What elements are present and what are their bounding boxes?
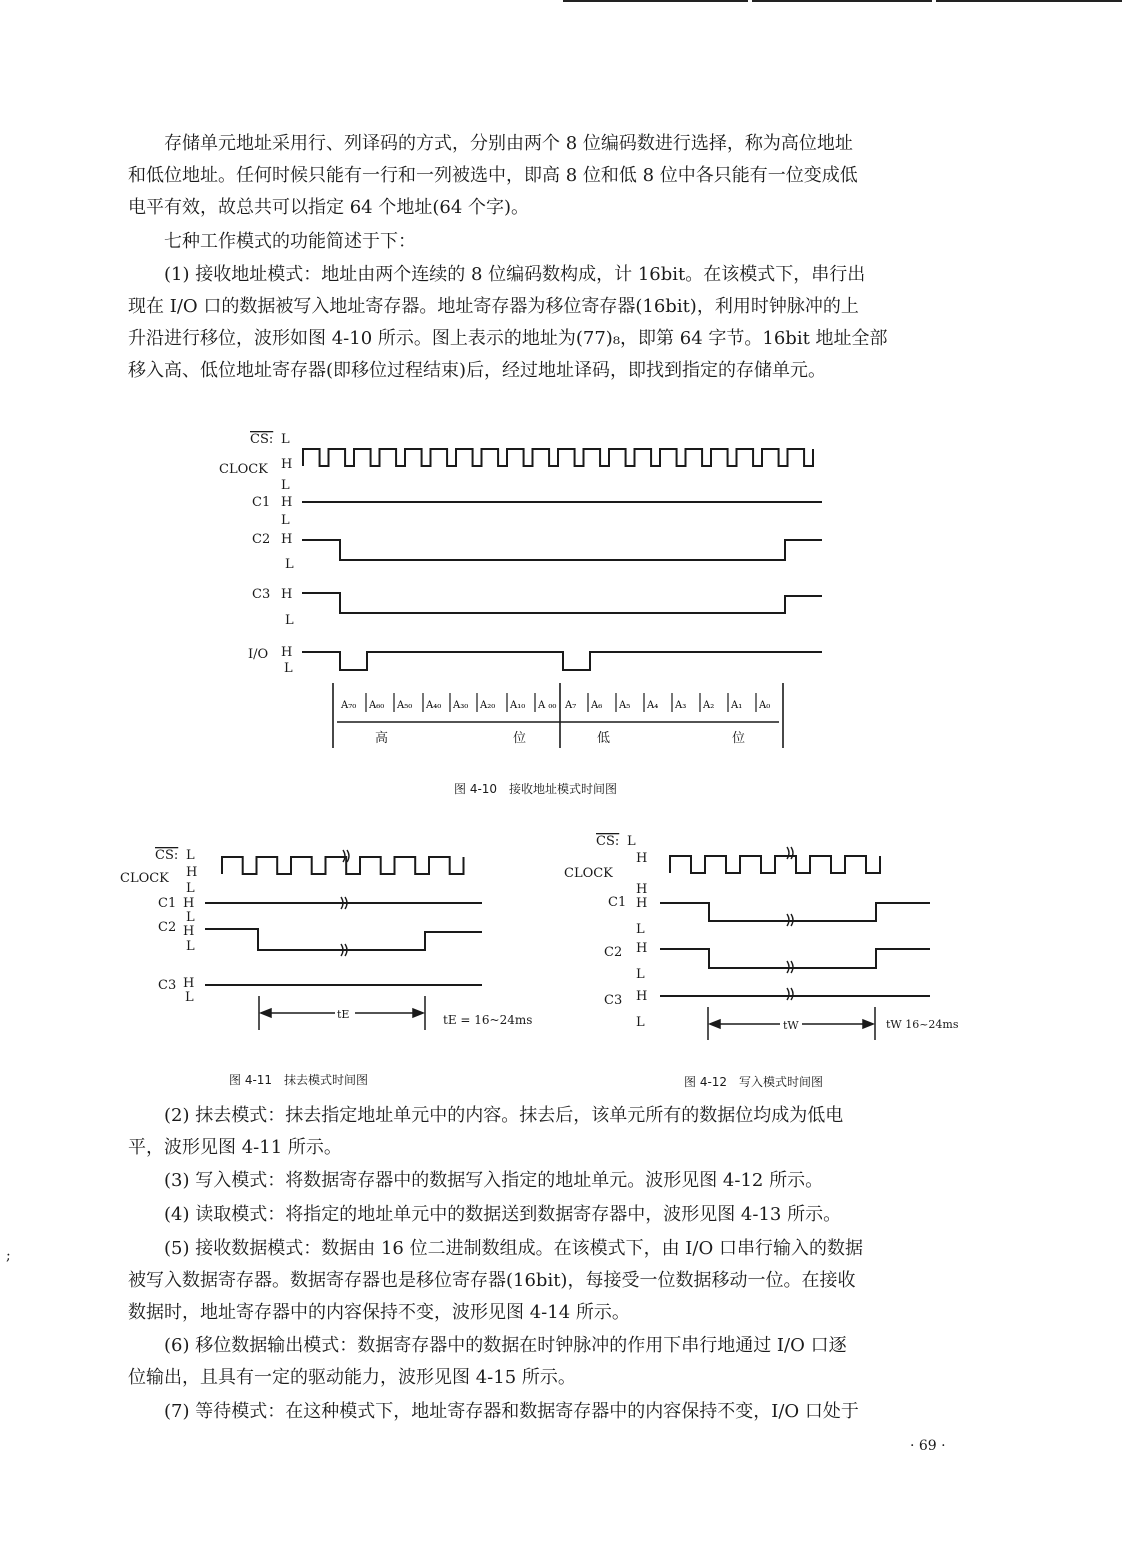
break-mark bbox=[787, 847, 793, 859]
level-label: L bbox=[186, 939, 195, 954]
text-line: 存储单元地址采用行、列译码的方式，分别由两个 8 位编码数进行选择，称为高位地址 bbox=[164, 133, 853, 154]
level-label: H bbox=[636, 896, 648, 911]
header-rule-right bbox=[936, 0, 1122, 2]
level-label: H bbox=[183, 976, 195, 991]
paragraph-mode5 bbox=[128, 1233, 990, 1329]
level-label: L bbox=[186, 910, 195, 925]
address-bit-label: A₆ bbox=[591, 700, 603, 711]
text-line: (6) 移位数据输出模式：数据寄存器中的数据在时钟脉冲的作用下串行地通过 I/O 口逐 bbox=[164, 1335, 847, 1356]
text-line: 和低位地址。任何时候只能有一行和一列被选中，即高 8 位和低 8 位中各只能有一位变成低 bbox=[128, 165, 858, 186]
address-bit-label: A₅ bbox=[619, 700, 631, 711]
c2-waveform bbox=[302, 540, 822, 560]
text-line: 现在 I/O 口的数据被写入地址寄存器。地址寄存器为移位寄存器(16bit)，利用时钟脉冲的上 bbox=[128, 296, 859, 317]
level-label: H bbox=[186, 865, 198, 880]
arrowhead bbox=[710, 1020, 720, 1028]
level-label: L bbox=[636, 1015, 645, 1030]
text-line: 位输出，且具有一定的驱动能力，波形见图 4-15 所示。 bbox=[128, 1367, 576, 1388]
text-line: (3) 写入模式：将数据寄存器中的数据写入指定的地址单元。波形见图 4-12 所示。 bbox=[164, 1170, 824, 1191]
level-label: H bbox=[636, 882, 648, 897]
c1-waveform bbox=[660, 903, 930, 921]
c2-label: C2 bbox=[604, 945, 623, 960]
address-bit-label: A₄₀ bbox=[426, 700, 442, 711]
header-rule-left bbox=[563, 0, 748, 2]
level-label: L bbox=[627, 834, 636, 849]
clock-label: CLOCK bbox=[564, 866, 613, 881]
cs-label: CS: bbox=[596, 834, 620, 849]
c3-label: C3 bbox=[158, 978, 177, 993]
address-bit-label: A₄ bbox=[647, 700, 659, 711]
level-label: L bbox=[285, 557, 294, 572]
text-line: 七种工作模式的功能简述于下： bbox=[164, 231, 416, 252]
level-label: H bbox=[281, 645, 293, 660]
level-label: H bbox=[183, 924, 195, 939]
address-bit-label: A₁ bbox=[731, 700, 743, 711]
io-waveform bbox=[302, 652, 822, 670]
paragraph-modes-intro bbox=[128, 226, 990, 258]
io-label: I/O bbox=[248, 647, 269, 662]
c1-label: C1 bbox=[608, 895, 627, 910]
level-label: H bbox=[636, 941, 648, 956]
address-bit-label: A₅₀ bbox=[397, 700, 413, 711]
cs-label: CS: bbox=[250, 432, 274, 447]
address-bit-label: A₃ bbox=[675, 700, 687, 711]
cs-label: CS: bbox=[155, 848, 179, 863]
arrowhead bbox=[863, 1020, 873, 1028]
level-label: L bbox=[284, 661, 293, 676]
text-line: 移入高、低位地址寄存器(即移位过程结束)后，经过地址译码，即找到指定的存储单元。 bbox=[128, 360, 827, 381]
text-line: (5) 接收数据模式：数据由 16 位二进制数组成。在该模式下，由 I/O 口串行输入的数据 bbox=[164, 1238, 863, 1259]
text-line: 升沿进行移位，波形如图 4-10 所示。图上表示的地址为(77)₈，即第 64 字节。16bit 地址全部 bbox=[128, 328, 888, 349]
c3-waveform bbox=[302, 593, 822, 613]
level-label: L bbox=[186, 881, 195, 896]
address-bit-label: A₇₀ bbox=[341, 700, 357, 711]
figure-4-10-timing-diagram bbox=[0, 420, 1122, 800]
c1-label: C1 bbox=[252, 495, 271, 510]
paragraph-mode4 bbox=[128, 1199, 990, 1231]
clock-label: CLOCK bbox=[219, 462, 268, 477]
c2-label: C2 bbox=[252, 532, 271, 547]
c3-label: C3 bbox=[604, 993, 623, 1008]
header-rule-mid bbox=[752, 0, 932, 2]
figure-4-11-caption: 图 4-11 抹去模式时间图 bbox=[229, 1073, 369, 1087]
address-bit-label: A₃₀ bbox=[453, 700, 469, 711]
interval-label: tE bbox=[337, 1008, 350, 1021]
text-line: (4) 读取模式：将指定的地址单元中的数据送到数据寄存器中，波形见图 4-13 所示。 bbox=[164, 1204, 842, 1225]
level-label: L bbox=[636, 967, 645, 982]
c1-label: C1 bbox=[158, 896, 177, 911]
page-number: · 69 · bbox=[910, 1438, 946, 1454]
text-line: (7) 等待模式：在这种模式下，地址寄存器和数据寄存器中的内容保持不变，I/O 口处于 bbox=[164, 1401, 859, 1422]
paragraph-mode7 bbox=[128, 1396, 990, 1428]
figure-4-12-timing-diagram bbox=[0, 825, 1122, 1040]
paragraph-mode1 bbox=[128, 259, 990, 387]
clock-label: CLOCK bbox=[120, 871, 169, 886]
level-label: H bbox=[281, 532, 293, 547]
figure-4-12-caption: 图 4-12 写入模式时间图 bbox=[684, 1075, 824, 1089]
interval-label: tW bbox=[783, 1019, 799, 1032]
group-low-label: 低 bbox=[597, 731, 611, 746]
group-low-label: 位 bbox=[732, 731, 746, 746]
text-line: 数据时，地址寄存器中的内容保持不变，波形见图 4-14 所示。 bbox=[128, 1302, 630, 1323]
interval-value: tE = 16~24ms bbox=[443, 1013, 533, 1027]
level-label: L bbox=[281, 513, 290, 528]
c2-waveform bbox=[660, 949, 930, 968]
address-bit-label: A₂₀ bbox=[480, 700, 496, 711]
break-mark bbox=[787, 988, 793, 1000]
level-label: H bbox=[183, 896, 195, 911]
paragraph-intro bbox=[128, 128, 990, 224]
c2-label: C2 bbox=[158, 920, 177, 935]
level-label: H bbox=[636, 851, 648, 866]
group-high-label: 高 bbox=[375, 731, 389, 746]
text-line: (2) 抹去模式：抹去指定地址单元中的内容。抹去后，该单元所有的数据位均成为低电 bbox=[164, 1105, 844, 1126]
level-label: H bbox=[636, 989, 648, 1004]
level-label: L bbox=[281, 432, 290, 447]
level-label: L bbox=[285, 613, 294, 628]
group-high-label: 位 bbox=[513, 731, 527, 746]
level-label: L bbox=[636, 922, 645, 937]
address-bit-label: A₂ bbox=[703, 700, 715, 711]
paragraph-mode3 bbox=[128, 1165, 990, 1197]
address-bit-label: A₀ bbox=[759, 700, 771, 711]
level-label: H bbox=[281, 495, 293, 510]
c3-label: C3 bbox=[252, 587, 271, 602]
address-bit-label: A₁₀ bbox=[510, 700, 526, 711]
address-bit-label: A₆₀ bbox=[369, 700, 385, 711]
text-line: 电平有效，故总共可以指定 64 个地址(64 个字)。 bbox=[128, 197, 530, 218]
address-bit-label: A₇ bbox=[565, 700, 577, 711]
level-label: L bbox=[281, 478, 290, 493]
paragraph-mode2 bbox=[128, 1100, 990, 1164]
text-line: 平，波形见图 4-11 所示。 bbox=[128, 1137, 342, 1158]
text-line: (1) 接收地址模式：地址由两个连续的 8 位编码数构成，计 16bit。在该模式下，串行出 bbox=[164, 264, 866, 285]
stray-mark: ; bbox=[6, 1248, 11, 1264]
clock-waveform bbox=[670, 856, 880, 873]
figure-4-10-caption: 图 4-10 接收地址模式时间图 bbox=[454, 782, 618, 796]
text-line: 被写入数据寄存器。数据寄存器也是移位寄存器(16bit)，每接受一位数据移动一位。在接收 bbox=[128, 1270, 856, 1291]
level-label: L bbox=[185, 990, 194, 1005]
interval-value: tW 16~24ms bbox=[886, 1018, 959, 1031]
address-bit-label: A ₀₀ bbox=[538, 700, 557, 711]
level-label: H bbox=[281, 587, 293, 602]
clock-waveform bbox=[303, 449, 813, 466]
paragraph-mode6 bbox=[128, 1330, 990, 1394]
level-label: L bbox=[186, 848, 195, 863]
level-label: H bbox=[281, 457, 293, 472]
